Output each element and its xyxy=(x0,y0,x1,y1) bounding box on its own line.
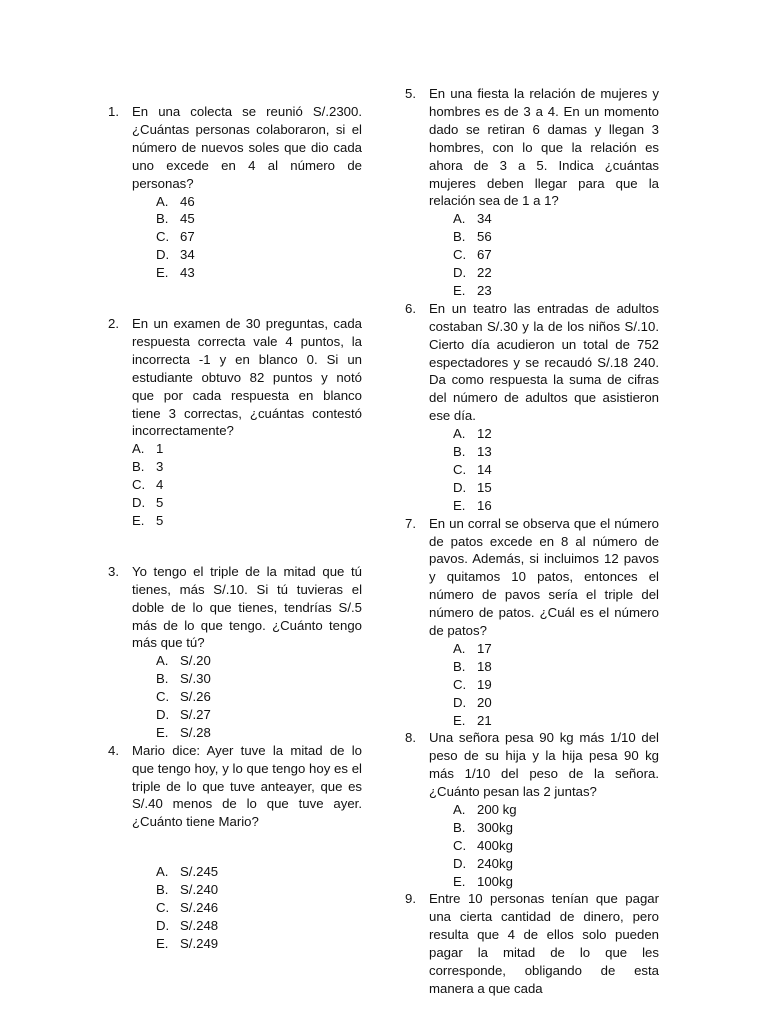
option: E. 5 xyxy=(132,512,164,528)
question-text: Mario dice: Ayer tuve la mitad de lo que tengo hoy, y lo que tengo hoy es el triple de lo que tuve anteayer, que es S/.40 menos de lo que tuve ayer. ¿Cuánto tiene Mario? xyxy=(132,742,362,830)
question-text: En una colecta se reunió S/.2300. ¿Cuántas personas colaboraron, si el número de nuevos soles que dio cada uno excede en 4 al número de personas? xyxy=(132,104,362,191)
question-7 xyxy=(405,515,659,730)
question-number: 2. xyxy=(108,315,119,331)
option: C. 14 xyxy=(453,461,492,477)
option: C. 4 xyxy=(132,477,164,493)
question-text: Una señora pesa 90 kg más 1/10 del peso de su hija y la hija pesa 90 kg más 1/10 del peso de la señora. ¿Cuánto pesan las 2 juntas? xyxy=(429,730,659,800)
option: E. 100kg xyxy=(453,873,513,889)
question-text: En un corral se observa que el número de patos excede en 8 al número de pavos. Además, si incluimos 12 pavos y quitamos 10 patos, entonces el número de pavos sería el triple del número de patos. ¿Cuál es el número de patos? xyxy=(429,515,659,639)
option: B. 300kg xyxy=(453,819,513,835)
option: C. 19 xyxy=(453,676,492,692)
option: A. 1 xyxy=(132,441,164,457)
option: D. 34 xyxy=(156,247,195,263)
option: B. 13 xyxy=(453,444,492,460)
option: D. S/.248 xyxy=(156,917,219,933)
question-3 xyxy=(108,563,362,742)
question-8 xyxy=(405,729,659,890)
option: C. S/.26 xyxy=(156,689,211,705)
question-number: 4. xyxy=(108,742,119,758)
option: B. 45 xyxy=(156,211,195,227)
options-list xyxy=(429,425,659,514)
option: B. 56 xyxy=(453,229,492,245)
question-number: 6. xyxy=(405,300,416,316)
question-2 xyxy=(108,315,362,530)
question-1 xyxy=(108,103,362,282)
right-column xyxy=(405,85,659,998)
option: A. 17 xyxy=(453,640,492,656)
option: D. 5 xyxy=(132,495,164,510)
option: C. 67 xyxy=(453,247,492,263)
question-text: Entre 10 personas tenían que pagar una cierta cantidad de dinero, pero resulta que 4 de ellos solo pueden pagar la mitad de lo que les corresponde, obligando de esta manera a que cada xyxy=(429,891,659,996)
option: A. 34 xyxy=(453,211,492,227)
option: D. 20 xyxy=(453,694,492,710)
option: B. S/.30 xyxy=(156,671,211,687)
question-text: Yo tengo el triple de la mitad que tú tienes, más S/.10. Si tú tuvieras el doble de lo que tienes, tendrías S/.5 más de lo que tengo. ¿Cuánto tengo más que tú? xyxy=(132,563,362,651)
question-number: 9. xyxy=(405,891,416,907)
options-list xyxy=(132,863,362,952)
option: B. 3 xyxy=(132,459,164,475)
option: D. 15 xyxy=(453,479,492,495)
question-4 xyxy=(108,742,362,953)
question-number: 1. xyxy=(108,104,119,119)
question-6 xyxy=(405,300,659,515)
options-list xyxy=(429,801,659,890)
question-number: 7. xyxy=(405,515,416,531)
question-9 xyxy=(405,890,659,997)
question-text: En un examen de 30 preguntas, cada respuesta correcta vale 4 puntos, la incorrecta -1 y en blanco 0. Si un estudiante obtuvo 82 puntos y notó que por cada respuesta en blanco tiene 3 correctas, ¿cuántas contestó incorrectamente? xyxy=(132,315,362,439)
options-list xyxy=(132,193,362,282)
option: A. 12 xyxy=(453,426,492,442)
left-column xyxy=(108,103,362,953)
question-text: En una fiesta la relación de mujeres y hombres es de 3 a 4. En un momento dado se retiran 6 damas y llegan 3 hombres, con lo que la relación es ahora de 3 a 5. Indica ¿cuántas mujeres deben llegar para que la relación sea de 1 a 1? xyxy=(429,86,659,209)
option: A. S/.20 xyxy=(156,653,211,669)
question-text: En un teatro las entradas de adultos costaban S/.30 y la de los niños S/.10. Cierto día acudieron un total de 752 espectadores y se recaudó S/.18 240. Da como respuesta la suma de cifras del número de adultos que asistieron ese día. xyxy=(429,300,659,424)
option: A. 46 xyxy=(156,193,195,209)
option: B. 18 xyxy=(453,658,492,674)
option: C. 67 xyxy=(156,229,195,245)
option: D. S/.27 xyxy=(156,706,211,722)
option: E. S/.28 xyxy=(156,724,211,740)
option: A. 200 kg xyxy=(453,802,517,818)
option: B. S/.240 xyxy=(156,882,219,898)
option: D. 240kg xyxy=(453,855,513,871)
option: C. 400kg xyxy=(453,837,513,853)
option: E. 16 xyxy=(453,497,492,513)
option: D. 22 xyxy=(453,265,492,281)
option: E. S/.249 xyxy=(156,935,219,951)
options-list xyxy=(429,640,659,729)
options-list xyxy=(429,210,659,299)
options-list xyxy=(132,652,362,741)
question-number: 5. xyxy=(405,86,416,101)
option: A. S/.245 xyxy=(156,864,219,880)
option: E. 21 xyxy=(453,712,492,728)
question-number: 8. xyxy=(405,730,416,746)
question-5 xyxy=(405,85,659,300)
question-number: 3. xyxy=(108,563,119,579)
options-list xyxy=(132,440,362,529)
option: C. S/.246 xyxy=(156,900,219,916)
option: E. 43 xyxy=(156,265,195,281)
option: E. 23 xyxy=(453,282,492,298)
